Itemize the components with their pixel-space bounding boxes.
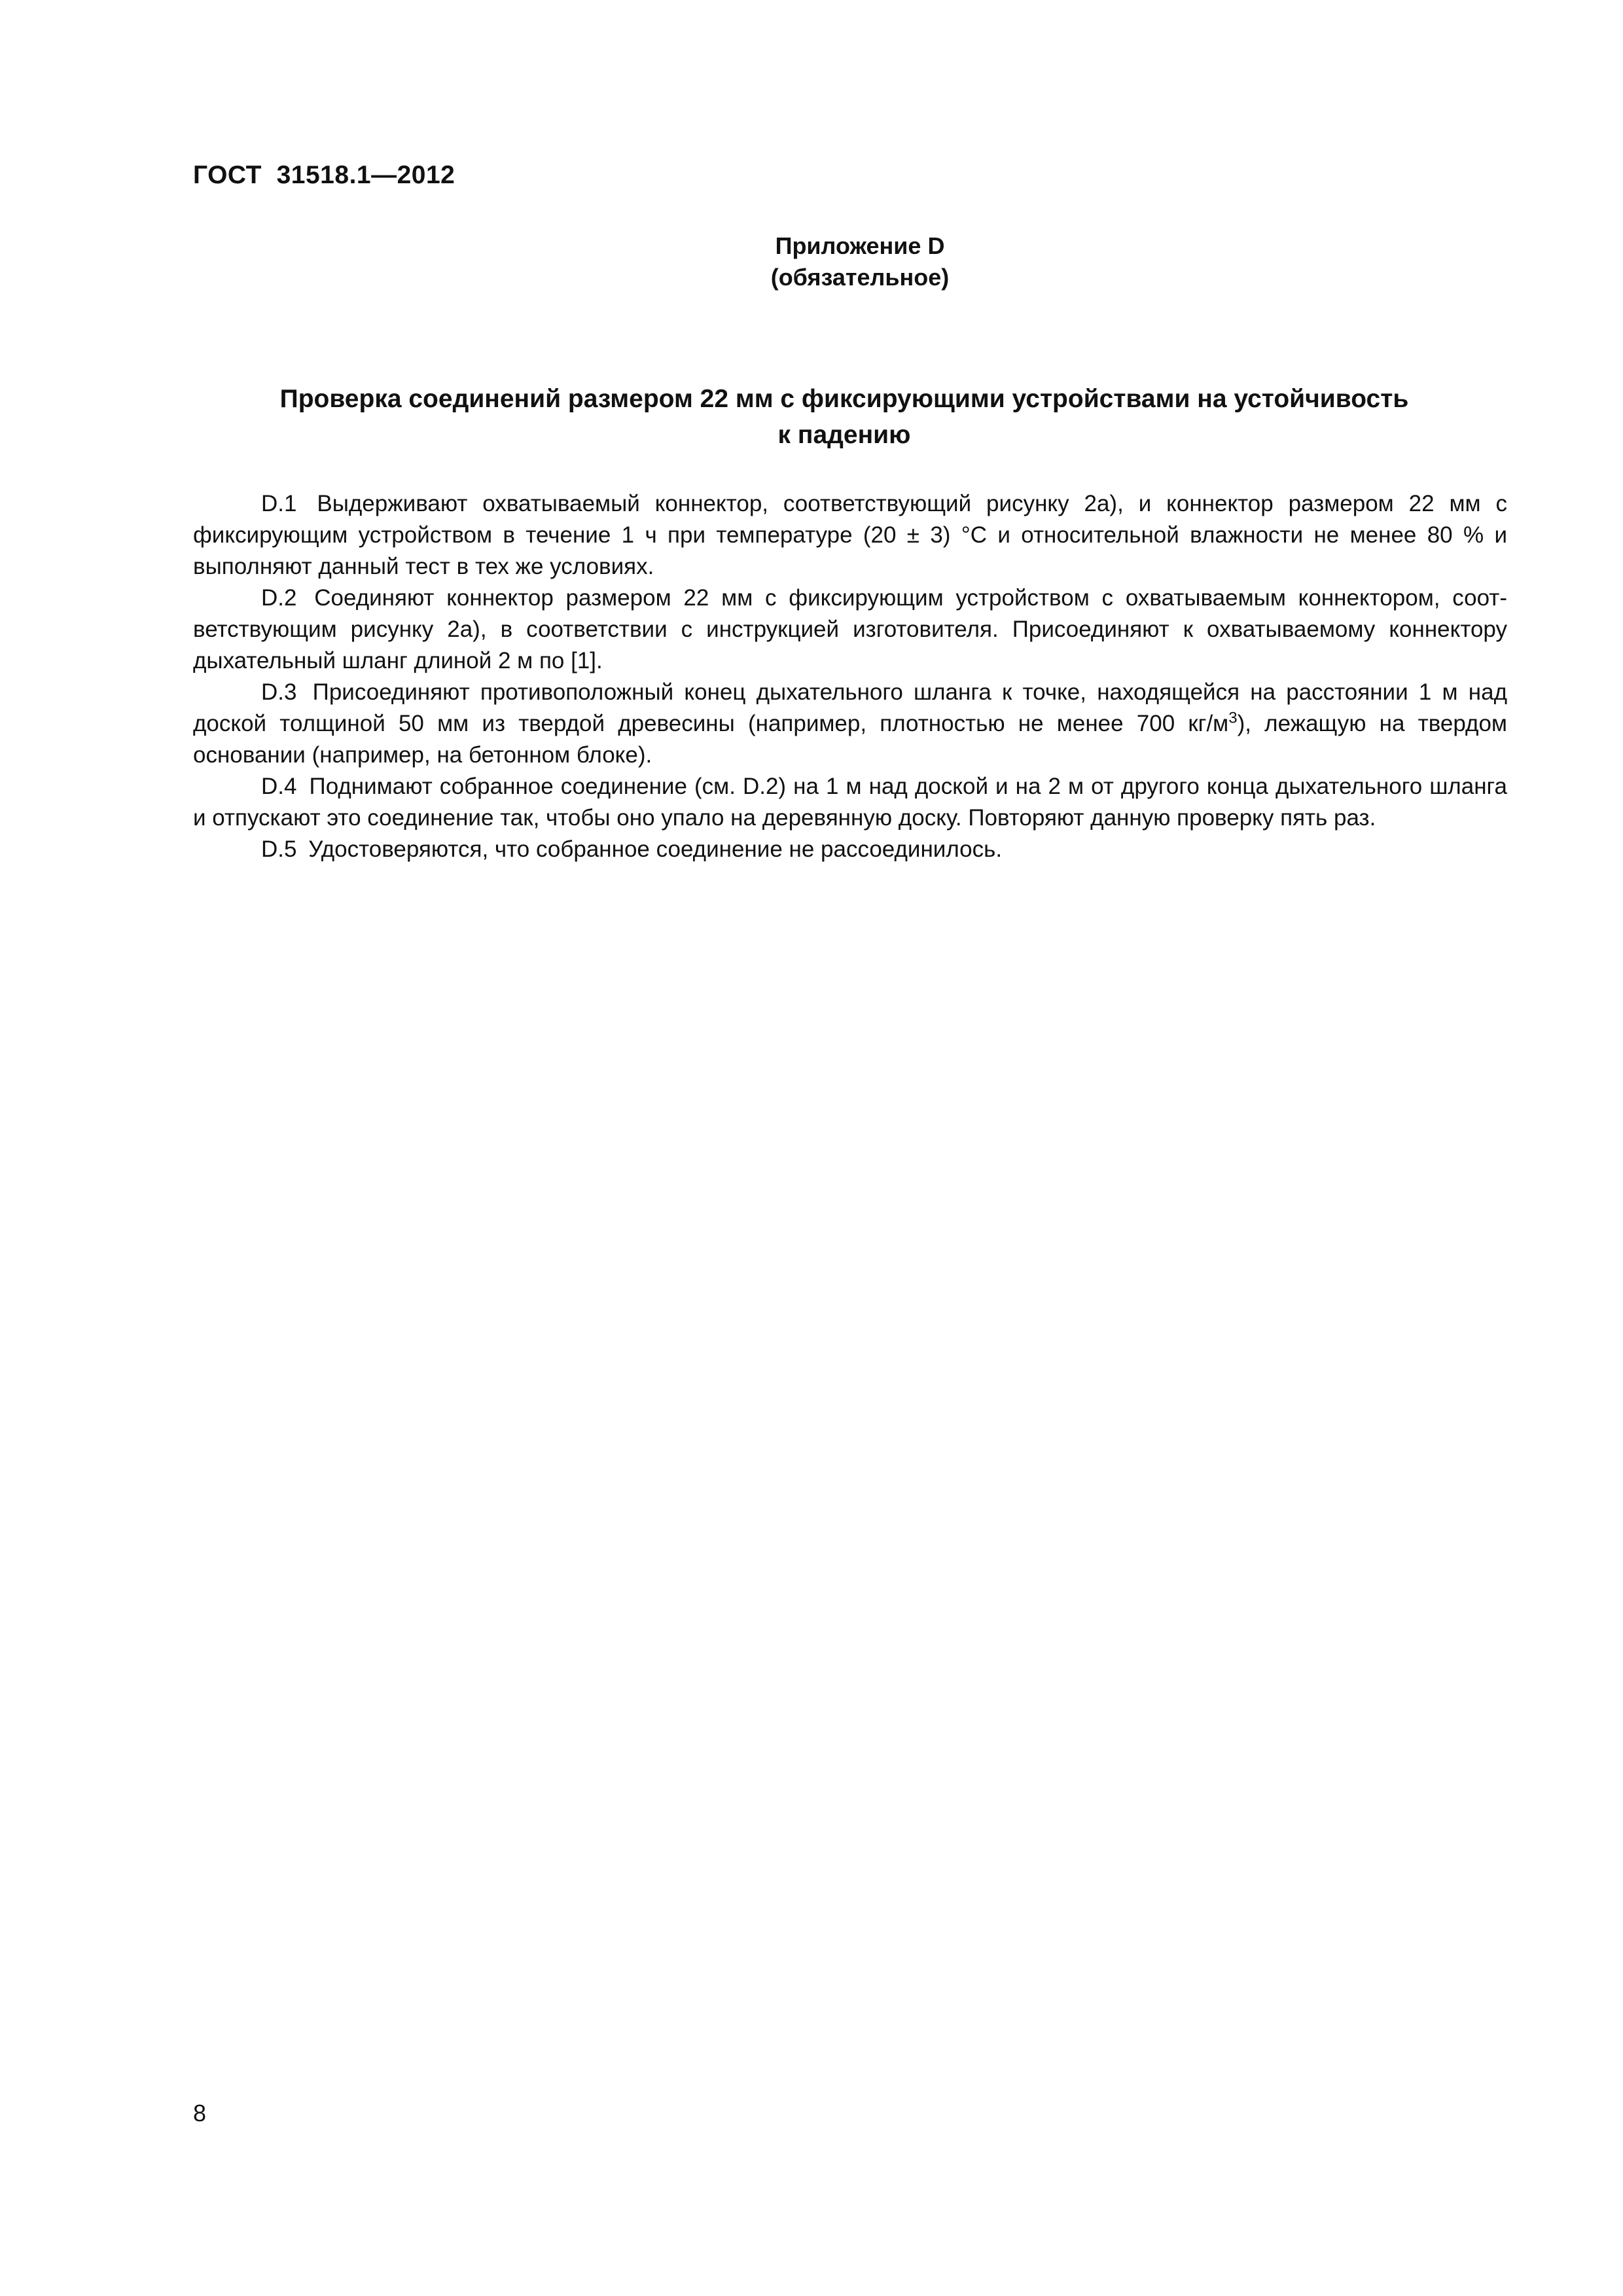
page-number: 8 xyxy=(193,2100,207,2126)
paragraph-d5 xyxy=(193,834,1507,865)
paragraph-number: D.4 xyxy=(261,774,297,799)
paragraph-number: D.1 xyxy=(261,491,297,516)
paragraph-text: Присоединяют противоположный конец дыхательного шланга к точке, находящейся на расстоянии 1 м над доской толщиной 50 мм из твердой древесины (например, плотностью не менее 700 кг/м xyxy=(193,679,1507,736)
appendix-label: Приложение D xyxy=(775,232,945,259)
paragraph-d2 xyxy=(193,583,1507,677)
body-text xyxy=(193,488,1507,865)
document-code: ГОСТ 31518.1—2012 xyxy=(193,161,455,189)
paragraph-text: Выдерживают охватываемый коннектор, соответствующий рисунку 2а), и коннектор размером 22 мм с фиксирующим устройством в течение 1 ч при температуре (20 ± 3) °С и относительной влажности не менее 80 % и выполняют данный тест в тех же условиях. xyxy=(193,491,1507,579)
paragraph-text: Соединяют коннектор размером 22 мм с фиксирующим устройством с охватываемым коннектором, соответствующим рисунку 2а), в соответствии с инструкцией изготовителя. Присоединяют к охватываемому коннектору дыхательный шланг длиной 2 м по [1]. xyxy=(193,585,1507,673)
section-title xyxy=(216,381,1472,453)
appendix-status: (обязательное) xyxy=(770,264,950,291)
paragraph-number: D.2 xyxy=(261,585,297,611)
appendix-heading xyxy=(0,230,1623,293)
title-line-1: Проверка соединений размером 22 мм с фиксирующими устройствами на устойчивость xyxy=(279,385,1409,413)
paragraph-text: Удостоверяются, что собранное соединение не рассоединилось. xyxy=(308,836,1003,862)
title-line-2: к падению xyxy=(777,421,911,449)
paragraph-text: Поднимают собранное соединение (см. D.2) на 1 м над доской и на 2 м от другого конца дыхательного шланга и отпускают это соединение так, чтобы оно упало на деревянную доску. Повторяют данную проверку пять раз. xyxy=(193,774,1507,831)
paragraph-number: D.3 xyxy=(261,679,297,705)
superscript: 3 xyxy=(1228,709,1238,727)
paragraph-d3 xyxy=(193,677,1507,771)
paragraph-number: D.5 xyxy=(261,836,297,862)
paragraph-text-cont: ), лежащую на твердом основании (например, на бетонном блоке). xyxy=(193,711,1507,768)
paragraph-d1 xyxy=(193,488,1507,583)
paragraph-d4 xyxy=(193,771,1507,834)
